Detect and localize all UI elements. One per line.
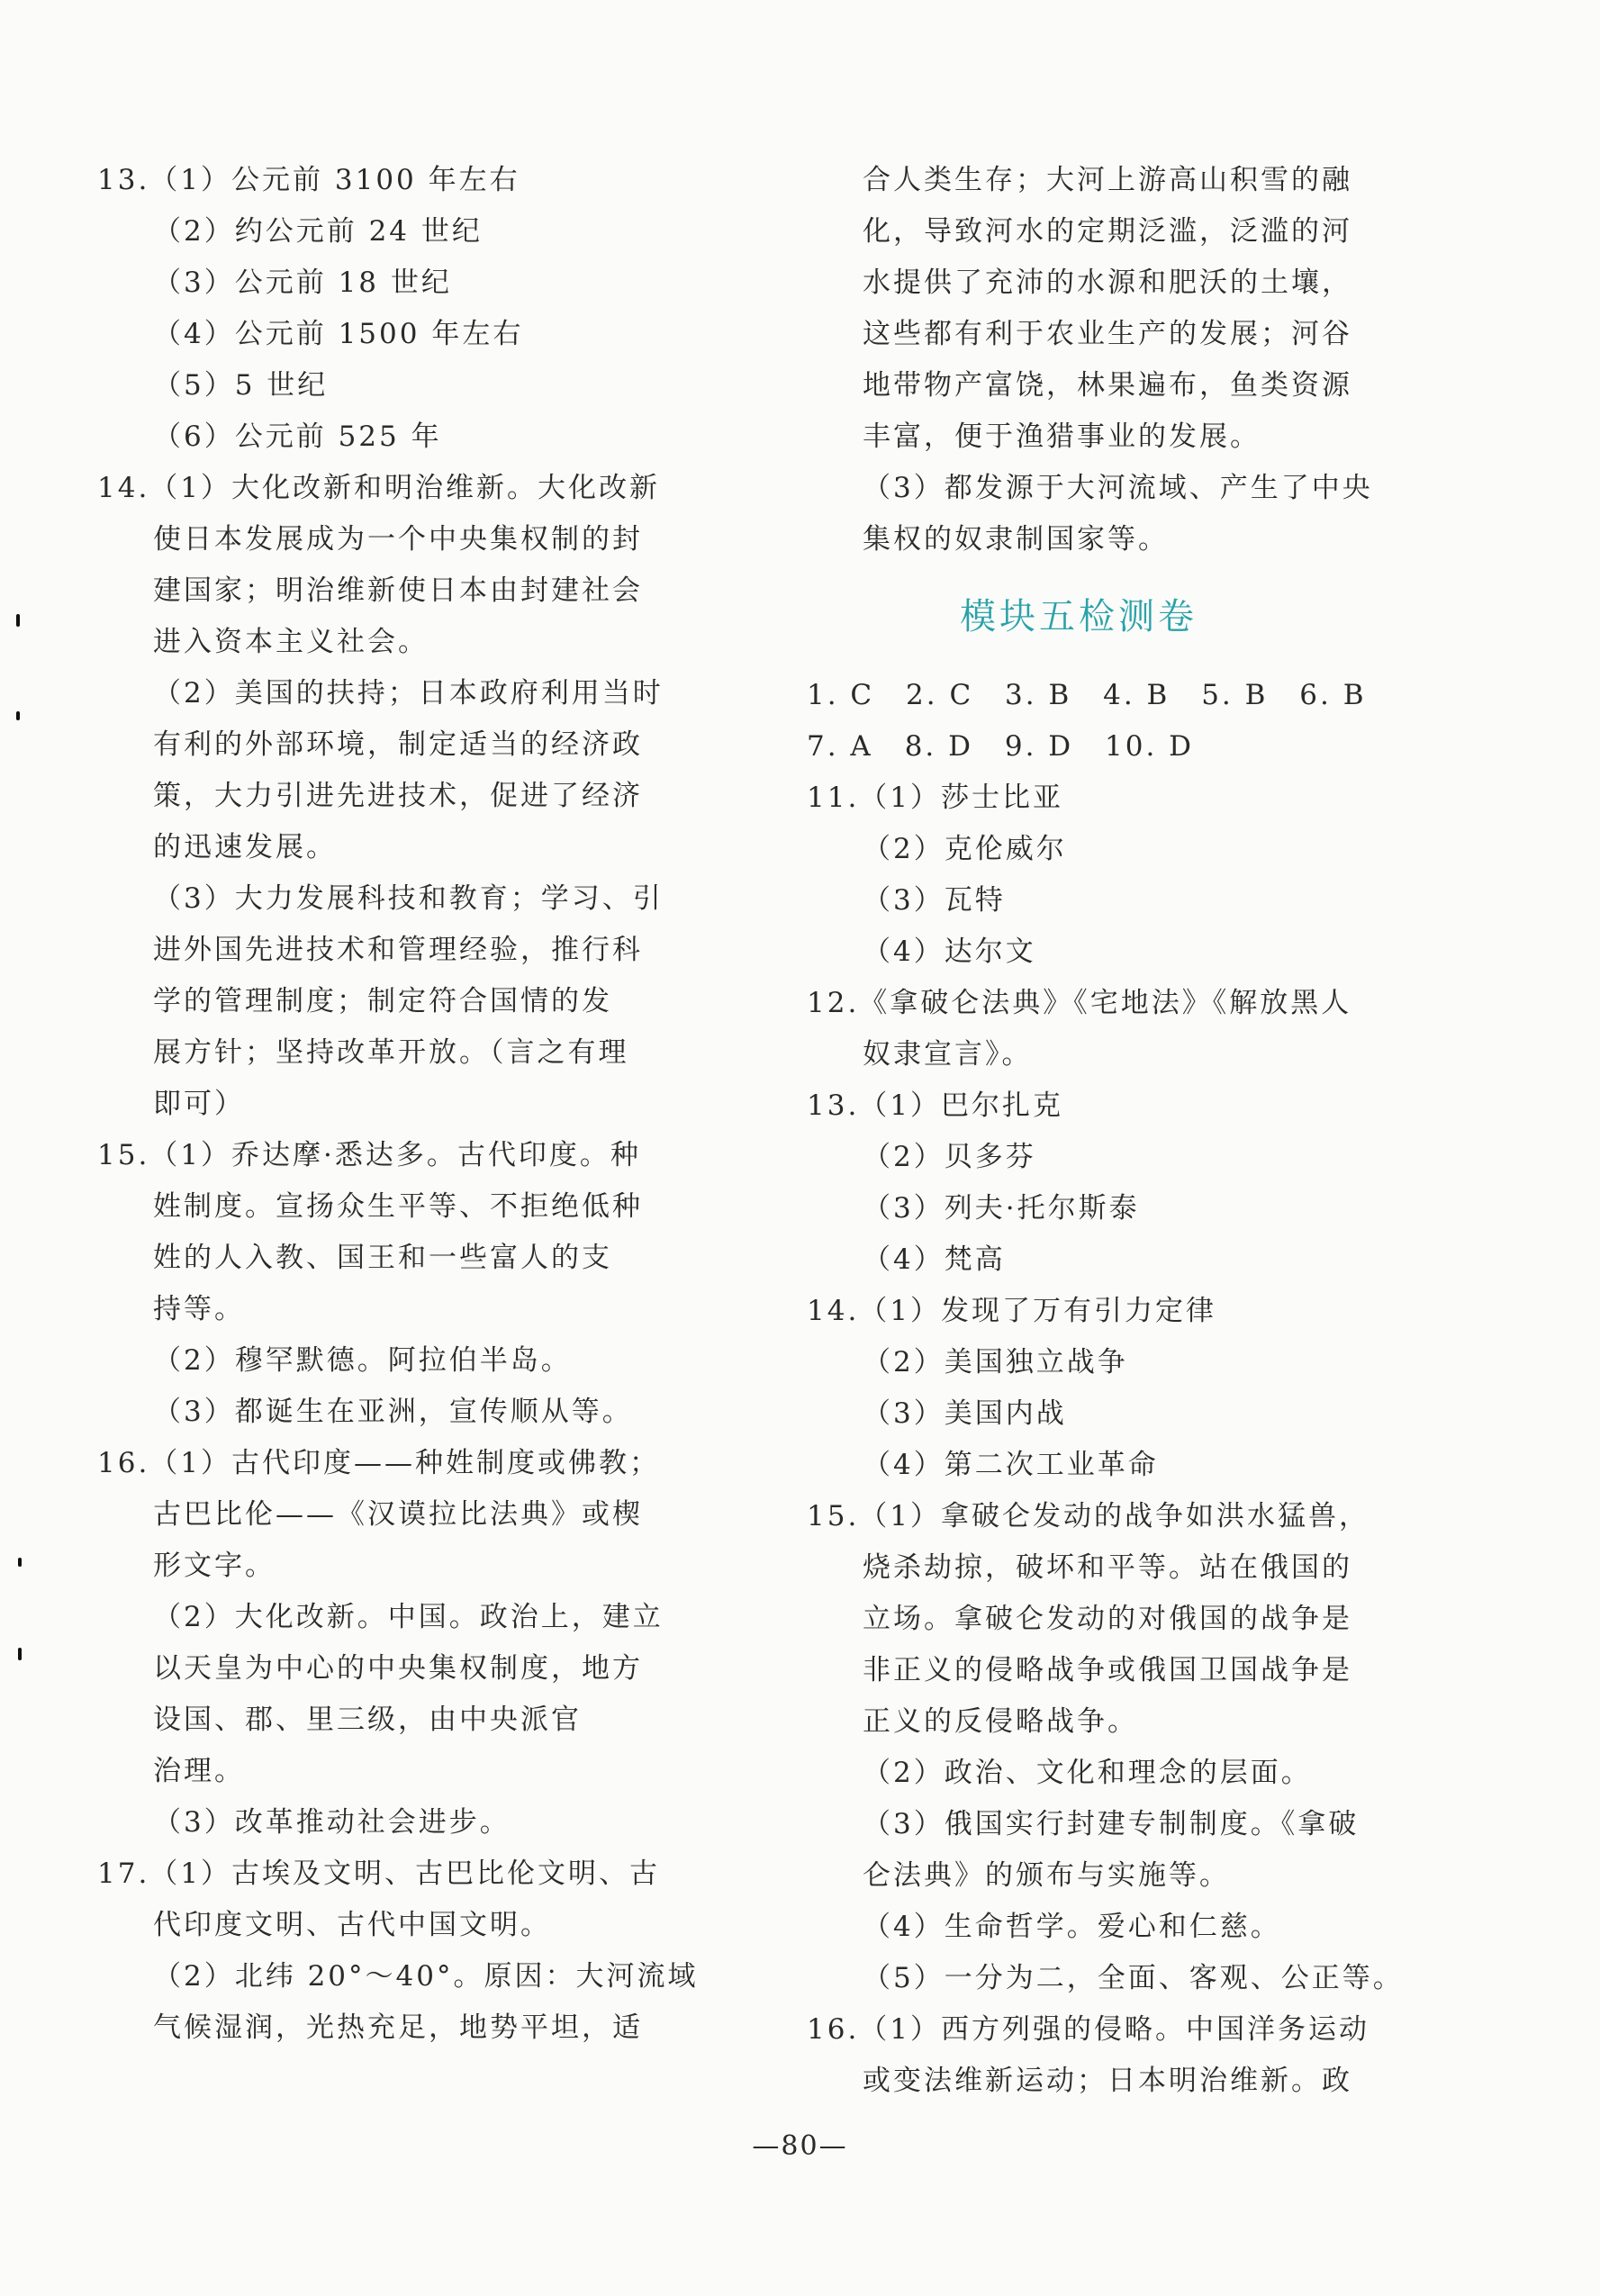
answer-line: 烧杀劫掠，破坏和平等。站在俄国的 <box>863 1551 1352 1584</box>
answer-line: 姓制度。宣扬众生平等、不拒绝低种 <box>153 1190 643 1223</box>
mc-answer: 1. C <box>807 679 875 711</box>
answer-line: 代印度文明、古代中国文明。 <box>153 1909 551 1941</box>
answer-line: 策，大力引进先进技术，促进了经济 <box>153 780 643 812</box>
answer-line: （2）约公元前 24 世纪 <box>153 215 483 248</box>
answer-line: 15.（1）拿破仑发动的战争如洪水猛兽， <box>807 1500 1370 1532</box>
answer-line: （2）美国的扶持；日本政府利用当时 <box>153 677 664 710</box>
answer-line: 地带物产富饶，林果遍布，鱼类资源 <box>863 369 1352 402</box>
mc-answer: 9. D <box>1004 730 1074 763</box>
answer-line: （3）改革推动社会进步。 <box>153 1806 511 1839</box>
page-number: —80— <box>752 2130 848 2162</box>
answer-line: （2）北纬 20°～40°。原因：大河流域 <box>153 1960 699 1993</box>
answer-line: 16.（1）西方列强的侵略。中国洋务运动 <box>807 2013 1370 2046</box>
mc-answer: 7. A <box>807 730 873 763</box>
answer-line: （4）生命哲学。爱心和仁慈。 <box>863 1911 1281 1943</box>
answer-line: （5）5 世纪 <box>153 369 329 402</box>
mc-answer: 4. B <box>1103 679 1171 711</box>
section-title: 模块五检测卷 <box>960 596 1198 637</box>
answer-line: （4）梵高 <box>863 1243 1006 1276</box>
answer-line: （3）俄国实行封建专制制度。《拿破 <box>863 1808 1360 1840</box>
answer-line: 气候湿润，光热充足，地势平坦，适 <box>153 2011 643 2044</box>
answer-line: 这些都有利于农业生产的发展；河谷 <box>863 318 1352 350</box>
answer-line: 正义的反侵略战争。 <box>863 1705 1138 1738</box>
answer-line: （3）公元前 18 世纪 <box>153 267 452 299</box>
answer-line: （4）达尔文 <box>863 936 1036 968</box>
answer-line: （2）贝多芬 <box>863 1141 1036 1173</box>
mc-answers-row-2 <box>807 728 1214 764</box>
answer-line: 形文字。 <box>153 1550 276 1582</box>
answer-line: 奴隶宣言》。 <box>863 1038 1033 1071</box>
answer-line: 持等。 <box>153 1293 245 1325</box>
answer-line: 设国、郡、里三级，由中央派官 <box>153 1704 582 1736</box>
answer-line: （4）公元前 1500 年左右 <box>153 318 524 350</box>
answer-line: 进外国先进技术和管理经验，推行科 <box>153 934 643 966</box>
scan-mark <box>16 614 20 627</box>
mc-answer: 8. D <box>904 730 973 763</box>
answer-line: （5）一分为二，全面、客观、公正等。 <box>863 1962 1404 1994</box>
answer-line: 学的管理制度；制定符合国情的发 <box>153 985 612 1017</box>
answer-line: 14.（1）大化改新和明治维新。大化改新 <box>97 472 661 504</box>
answer-line: （2）政治、文化和理念的层面。 <box>863 1757 1312 1789</box>
answer-line: 非正义的侵略战争或俄国卫国战争是 <box>863 1654 1352 1686</box>
answer-line: 化，导致河水的定期泛滥，泛滥的河 <box>863 215 1352 248</box>
answer-line: 合人类生存；大河上游高山积雪的融 <box>863 164 1352 196</box>
mc-answer: 5. B <box>1201 679 1269 711</box>
answer-line: （3）瓦特 <box>863 884 1006 917</box>
answer-line: 14.（1）发现了万有引力定律 <box>807 1295 1217 1327</box>
answer-line: 或变法维新运动；日本明治维新。政 <box>863 2065 1352 2097</box>
scan-mark <box>18 1558 22 1567</box>
answer-line: （2）克伦威尔 <box>863 833 1067 865</box>
answer-line: 丰富，便于渔猎事业的发展。 <box>863 420 1261 453</box>
answer-line: 有利的外部环境，制定适当的经济政 <box>153 728 643 761</box>
answer-line: 姓的人入教、国王和一些富人的支 <box>153 1242 612 1274</box>
answer-line: 以天皇为中心的中央集权制度，地方 <box>153 1652 643 1685</box>
answer-line: （3）都发源于大河流域、产生了中央 <box>863 472 1373 504</box>
answer-line: （4）第二次工业革命 <box>863 1449 1159 1481</box>
answer-line: （2）美国独立战争 <box>863 1346 1128 1379</box>
scan-mark <box>16 711 20 720</box>
answer-line: 水提供了充沛的水源和肥沃的土壤， <box>863 267 1352 299</box>
mc-answers-row-1 <box>807 677 1386 713</box>
answer-line: （2）穆罕默德。阿拉伯半岛。 <box>153 1344 572 1377</box>
answer-line: 立场。拿破仑发动的对俄国的战争是 <box>863 1603 1352 1635</box>
answer-line: （3）都诞生在亚洲，宣传顺从等。 <box>153 1396 633 1428</box>
mc-answer: 10. D <box>1105 730 1195 763</box>
answer-line: 进入资本主义社会。 <box>153 626 429 658</box>
scan-mark <box>18 1648 22 1660</box>
answer-line: 古巴比伦——《汉谟拉比法典》或楔 <box>153 1498 643 1531</box>
answer-line: （6）公元前 525 年 <box>153 420 442 453</box>
answer-line: 17.（1）古埃及文明、古巴比伦文明、古 <box>97 1858 661 1890</box>
answer-line: （3）大力发展科技和教育；学习、引 <box>153 882 664 915</box>
answer-line: 集权的奴隶制国家等。 <box>863 523 1169 556</box>
mc-answer: 3. B <box>1005 679 1072 711</box>
answer-line: 15.（1）乔达摩·悉达多。古代印度。种 <box>97 1139 641 1171</box>
answer-line: 展方针；坚持改革开放。（言之有理 <box>153 1036 629 1069</box>
answer-line: （3）列夫·托尔斯泰 <box>863 1192 1140 1225</box>
answer-line: 13.（1）巴尔扎克 <box>807 1089 1064 1122</box>
answer-line: 12.《拿破仑法典》《宅地法》《解放黑人 <box>807 987 1352 1019</box>
answer-line: 使日本发展成为一个中央集权制的封 <box>153 523 643 556</box>
answer-line: （2）大化改新。中国。政治上，建立 <box>153 1601 664 1633</box>
answer-line: 的迅速发展。 <box>153 831 337 863</box>
mc-answer: 2. C <box>906 679 974 711</box>
mc-answer: 6. B <box>1299 679 1367 711</box>
answer-line: 治理。 <box>153 1755 245 1787</box>
answer-line: （3）美国内战 <box>863 1397 1067 1430</box>
answer-line: 16.（1）古代印度——种姓制度或佛教； <box>97 1447 661 1479</box>
answer-line: 即可） <box>153 1088 245 1120</box>
answer-line: 建国家；明治维新使日本由封建社会 <box>153 574 643 607</box>
answer-line: 13.（1）公元前 3100 年左右 <box>97 164 520 196</box>
answer-line: 11.（1）莎士比亚 <box>807 782 1064 814</box>
answer-line: 仑法典》的颁布与实施等。 <box>863 1859 1230 1892</box>
